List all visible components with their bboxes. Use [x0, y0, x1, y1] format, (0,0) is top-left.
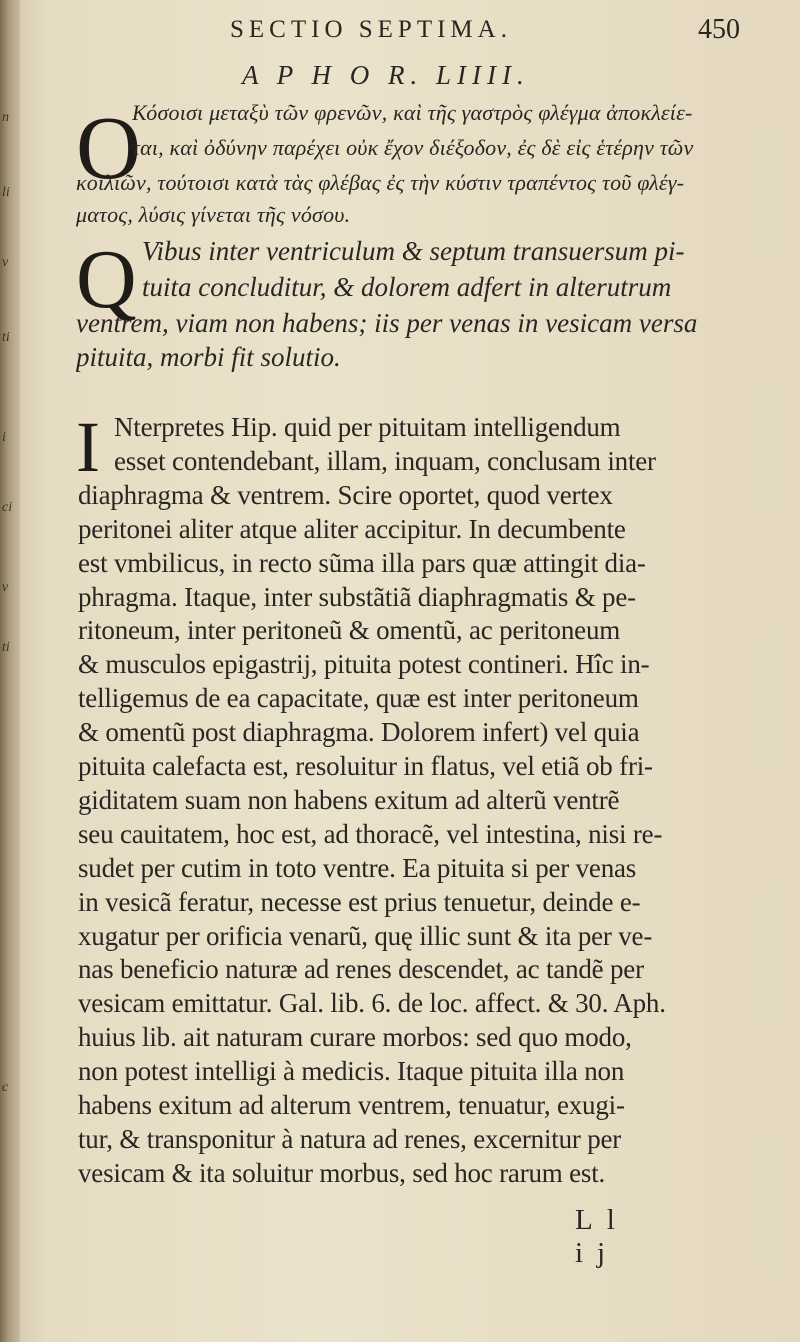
latin-line: tuita concluditur, & dolorem adfert in alterutrum	[142, 272, 672, 302]
margin-mark: i	[2, 430, 6, 445]
commentary-line: Nterpretes Hip. quid per pituitam intelligendum	[114, 412, 621, 442]
aphorism-title: A P H O R. LIIII.	[242, 60, 530, 90]
commentary-line: telligemus de ea capacitate, quæ est inter peritoneum	[78, 683, 639, 713]
commentary-line: tur, & transponitur à natura ad renes, excernitur per	[78, 1124, 622, 1154]
greek-dropcap: O	[76, 99, 141, 198]
margin-mark: ti	[2, 330, 10, 345]
commentary-line: esset contendebant, illam, inquam, conclusam inter	[114, 446, 656, 476]
commentary-line: habens exitum ad alterum ventrem, tenuatur, exugi-	[78, 1090, 625, 1120]
commentary-line: huius lib. ait naturam curare morbos: sed quo modo,	[78, 1022, 632, 1052]
commentary-line: diaphragma & ventrem. Scire oportet, quod vertex	[78, 480, 613, 510]
commentary-line: & omentũ post diaphragma. Dolorem infert) vel quia	[78, 717, 640, 747]
commentary-line: xugatur per orificia venarũ, quę illic sunt & ita per ve-	[78, 921, 653, 951]
commentary-line: nas beneficio naturæ ad renes descendet, ac tandẽ per	[78, 954, 644, 984]
greek-line: κοιλιῶν, τούτοισι κατὰ τὰς φλέβας ἐς τὴν κύστιν τραπέντος τοῦ φλέγ-	[76, 170, 685, 195]
commentary-line: pituita calefacta est, resoluitur in flatus, vel etiã ob fri-	[78, 751, 653, 781]
page-number: 450	[698, 14, 740, 45]
margin-mark: c	[2, 1080, 9, 1095]
commentary-line: ritoneum, inter peritoneũ & omentũ, ac peritoneum	[78, 615, 621, 645]
margin-mark: v	[2, 255, 9, 270]
commentary-line: peritonei aliter atque aliter accipitur. In decumbente	[78, 514, 626, 544]
commentary-line: in vesicã feratur, necesse est prius tenuetur, deinde e-	[78, 887, 641, 917]
commentary-line: phragma. Itaque, inter substãtiã diaphragmatis & pe-	[78, 582, 636, 612]
commentary-line: giditatem suam non habens exitum ad alterũ ventrẽ	[78, 785, 620, 815]
commentary-line: non potest intelligi à medicis. Itaque pituita illa non	[78, 1056, 625, 1086]
margin-mark: n	[2, 110, 9, 125]
greek-line: ματος, λύσις γίνεται τῆς νόσου.	[76, 202, 351, 227]
margin-mark: li	[2, 185, 10, 200]
commentary-line: sudet per cutim in toto ventre. Ea pituita si per venas	[78, 853, 637, 883]
margin-marks	[0, 0, 20, 1342]
catchword: Ll ij	[575, 1204, 629, 1269]
margin-mark: ti	[2, 640, 10, 655]
latin-line: Vibus inter ventriculum & septum transuersum pi-	[142, 236, 685, 266]
latin-dropcap: Q	[76, 233, 137, 326]
greek-line: Κόσοισι μεταξὺ τῶν φρενῶν, καὶ τῆς γαστρὸς φλέγμα ἀποκλείε-	[132, 100, 693, 125]
commentary-line: seu cauitatem, hoc est, ad thoracẽ, vel intestina, nisi re-	[78, 819, 663, 849]
commentary-line: est vmbilicus, in recto sũma illa pars quæ attingit dia-	[78, 548, 646, 578]
commentary-line: vesicam & ita soluitur morbus, sed hoc rarum est.	[78, 1158, 606, 1188]
commentary-line: & musculos epigastrij, pituita potest contineri. Hîc in-	[78, 649, 650, 679]
latin-line: pituita, morbi fit solutio.	[76, 342, 341, 372]
commentary-dropcap: I	[76, 407, 100, 487]
running-head: SECTIO SEPTIMA.	[230, 16, 512, 43]
margin-mark: ci	[2, 500, 13, 515]
greek-line: ται, καὶ ὀδύνην παρέχει οὐκ ἔχον διέξοδον, ἐς δὲ εἰς ἑτέρην τῶν	[132, 135, 694, 160]
margin-mark: v	[2, 580, 9, 595]
commentary-line: vesicam emittatur. Gal. lib. 6. de loc. affect. & 30. Aph.	[78, 988, 666, 1018]
latin-line: ventrem, viam non habens; iis per venas in vesicam versa	[76, 308, 698, 338]
